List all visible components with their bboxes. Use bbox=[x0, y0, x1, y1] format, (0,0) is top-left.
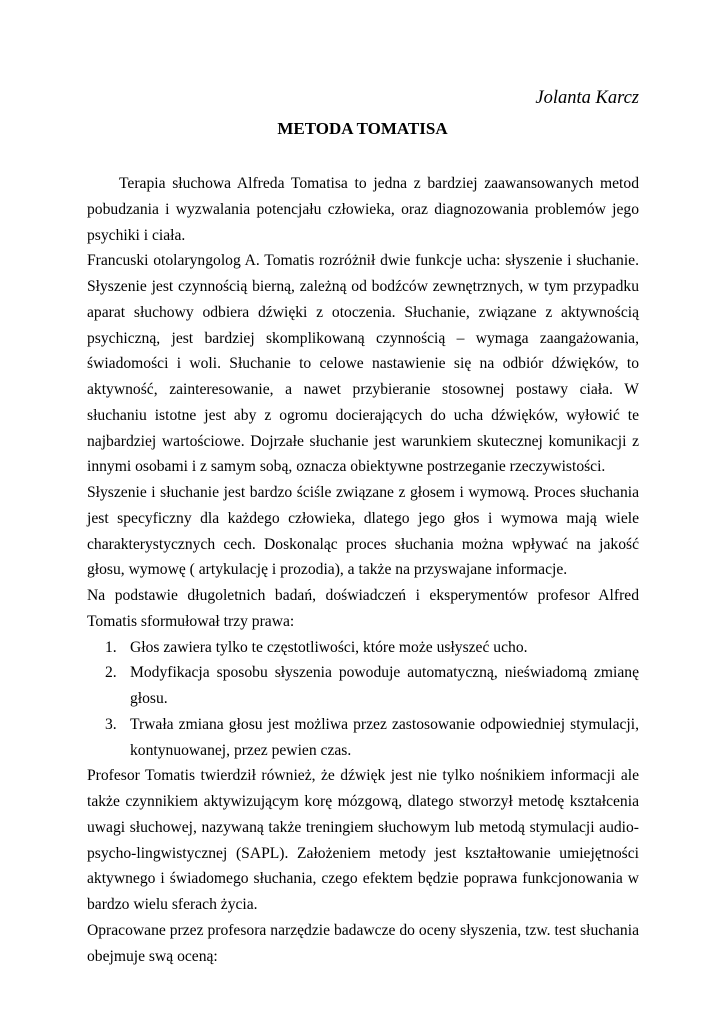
author-name: Jolanta Karcz bbox=[535, 88, 639, 108]
paragraph-intro: Terapia słuchowa Alfreda Tomatisa to jedna z bardziej zaawansowanych metod pobudzania i wyzwalania potencjału człowieka, oraz diagnozowania problemów jego psychiki i ciała. bbox=[87, 175, 639, 244]
paragraph-sapl: Profesor Tomatis twierdził również, że dźwięk jest nie tylko nośnikiem informacji ale także czynnikiem aktywizującym korę mózgową, dlatego stworzył metodę kształcenia uwagi słuchowej, nazywaną także treningiem słuchowym lub metodą stymulacji audio-psycho-lingwistycznej (SAPL). Założeniem metody jest kształtowanie umiejętności aktywnego i świadomego słuchania, czego efektem będzie poprawa funkcjonowania w bardzo wielu sferach życia. bbox=[87, 767, 639, 913]
list-number: 3. bbox=[105, 715, 117, 733]
document-title: METODA TOMATISA bbox=[277, 119, 448, 138]
list-item-text: Modyfikacja sposobu słyszenia powoduje automatyczną, nieświadomą zmianę głosu. bbox=[130, 664, 639, 707]
paragraph-test: Opracowane przez profesora narzędzie badawcze do oceny słyszenia, tzw. test słuchania obejmuje swą oceną: bbox=[87, 921, 639, 965]
list-item-text: Głos zawiera tylko te częstotliwości, które może usłyszeć ucho. bbox=[130, 638, 528, 656]
list-item bbox=[105, 712, 639, 764]
laws-list bbox=[87, 635, 639, 764]
list-item bbox=[105, 660, 639, 712]
list-number: 2. bbox=[105, 664, 117, 682]
paragraph-voice: Słyszenie i słuchanie jest bardzo ściśle związane z głosem i wymową. Proces słuchania jest specyficzny dla każdego człowieka, dlatego jego głos i wymowa mają wiele charakterystycznych cech. Doskonaląc proces słuchania można wpływać na jakość głosu, wymowę ( artykulację i prozodia), a także na przyswajane informacje. bbox=[87, 484, 639, 579]
list-item bbox=[105, 635, 639, 661]
document-body bbox=[87, 171, 639, 969]
paragraph-laws-intro: Na podstawie długoletnich badań, doświadczeń i eksperymentów profesor Alfred Tomatis sformułował trzy prawa: bbox=[87, 587, 639, 630]
paragraph-hearing-listening: Francuski otolaryngolog A. Tomatis rozróżnił dwie funkcje ucha: słyszenie i słuchanie. Słyszenie jest czynnością bierną, zależną od bodźców zewnętrznych, w tym przypadku aparat słuchowy odbiera dźwięki z otoczenia. Słuchanie, związane z aktywnością psychiczną, jest bardziej skomplikowaną czynnością – wymaga zaangażowania, świadomości i woli. Słuchanie to celowe nastawienie się na odbiór dźwięków, to aktywność, zainteresowanie, a nawet przybieranie stosownej postawy ciała. W słuchaniu istotne jest aby z ogromu docierających do ucha dźwięków, wyłowić te najbardziej wartościowe. Dojrzałe słuchanie jest warunkiem skutecznej komunikacji z innymi osobami i z samym sobą, oznacza obiektywne postrzeganie rzeczywistości. bbox=[87, 252, 639, 476]
list-number: 1. bbox=[105, 638, 117, 656]
list-item-text: Trwała zmiana głosu jest możliwa przez zastosowanie odpowiedniej stymulacji, kontynuowanej, przez pewien czas. bbox=[130, 715, 639, 759]
